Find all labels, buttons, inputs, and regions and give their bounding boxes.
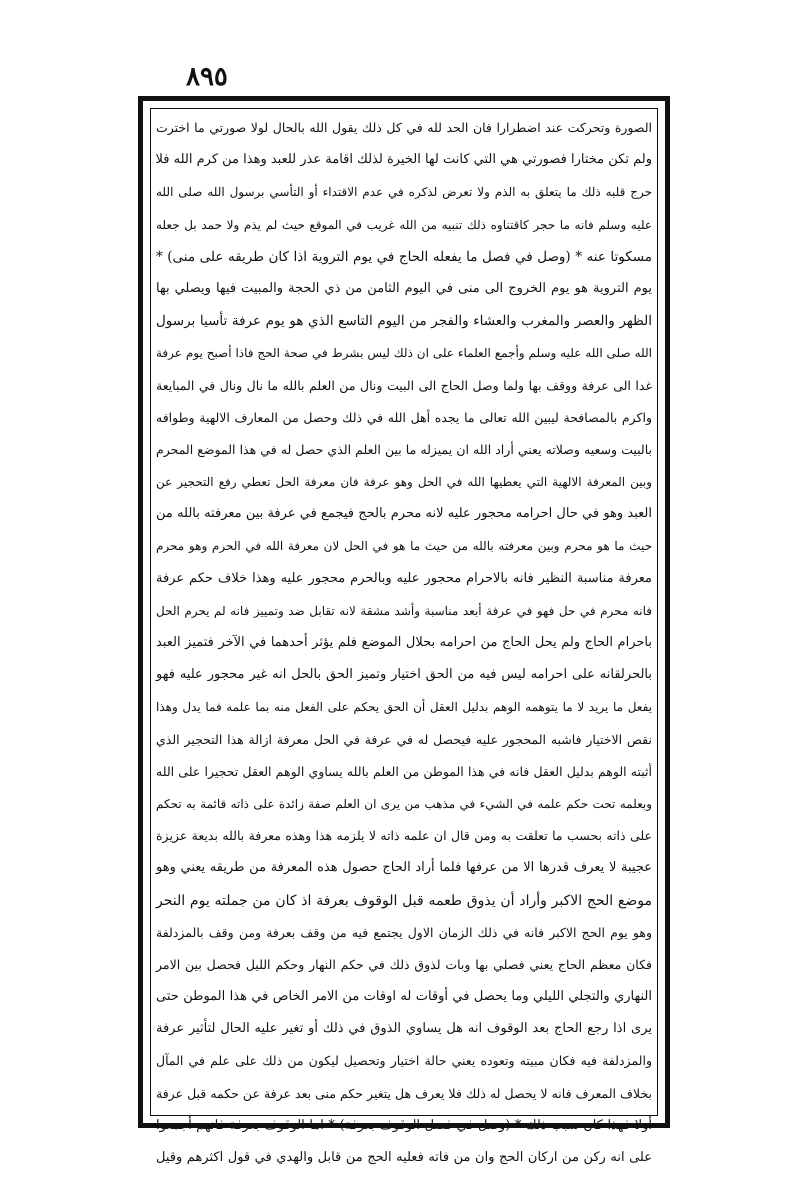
text-line: نقص الاختيار فاشبه المحجور عليه فيحصل له في عرفة في الحل معرفة ازالة هذا التحجير الذي (156, 731, 652, 747)
text-line: الله صلى الله عليه وسلم وأجمع العلماء على ان ذلك ليس بشرط في صحة الحج فاذا أصبح يوم عرفة (156, 346, 652, 361)
text-line: يفعل ما يريد لا ما يتوهمه الوهم بدليل العقل أن الحق يحكم على الفعل منه بما علمه فما يدل وهذا (156, 700, 652, 715)
text-line: بالحرلقانه على احرامه ليس فيه من الحق اختيار وتميز الحق بالحل انه غير محجور عليه فهو (156, 667, 652, 683)
text-line: فانه محرم في حل فهو في عرفة أبعد مناسبة وأشد مشقة لانه تقابل ضد وتمييز فانه لم يحرم الحل (156, 603, 652, 618)
text-line: وبين المعرفة الالهية التي يعطيها الله في الحل وهو عرفة فان معرفة الحل تعطي رفع التحجير عن (156, 475, 652, 490)
text-line: حيث ما هو محرم وبين معرفته بالله من حيث ما هو في الحل لان معرفة الله في الحرم وهو محرم (156, 539, 652, 554)
text-line: واكرم بالمصافحة ليبين الله تعالى ما يجده أهل الله في ذلك وحصل من المعارف الالهية وطوافه (156, 409, 652, 425)
text-line: وبعلمه تحت حكم علمه في الشيء في مذهب من يرى ان العلم صفة زائدة على ذاته قائمة به تحكم (156, 796, 652, 811)
text-line: معرفة مناسبة النظير فانه بالاحرام محجور عليه وبالحرم محجور عليه وهذا خلاف حكم عرفة (156, 570, 652, 586)
text-line: على انه ركن من اركان الحج وان من فاته فعليه الحج من قابل والهدي في قول اكثرهم وقيل (156, 1150, 652, 1165)
text-line: على ذاته بحسب ما تعلقت به ومن قال ان علمه ذاته لا يلزمه هذا وهذه معرفة بالله بديعة عزيزة (156, 828, 652, 844)
section-heading-line: مسكوتا عنه * (وصل في فصل ما يفعله الحاج في يوم التروية اذا كان طريقه على منى) * (156, 248, 652, 265)
text-line: عجيبة لا يعرف قدرها الا من عرفها فلما أراد الحاج حصول هذه المعرفة من طريقه يعني وهو (156, 860, 652, 876)
text-line: عليه وسلم فانه ما حجر كاقتناوه ذلك تنبيه من الله غريب في الموقع حيث لم يذم ولا حمد بل جعله (156, 217, 652, 232)
text-line: والمزدلفة فيه فكان مبيته وتعوده يعني حالة اختيار وتحصيل ليكون من ذلك على علم في المآل (156, 1053, 652, 1069)
text-line: أثبته الوهم بدليل العقل فانه في هذا الموطن من العلم بالله يساوي الوهم العقل تحجيرا على الله (156, 763, 652, 779)
text-line: باحرام الحاج ولم يحل الحاج من احرامه بحلال الموضع فلم يؤثر أحدهما في الآخر فتميز العبد (156, 635, 652, 650)
text-line: يوم التروية هو يوم الخروج الى منى في اليوم الثامن من ذي الحجة والمبيت فيها ويصلي بها (156, 280, 652, 296)
text-line: حرج قلبه ذلك ما يتعلق به الذم ولا تعرض لذكره في عدم الاقتداء أو التأسي برسول الله صلى الله (156, 185, 652, 200)
section-heading-line: أولا فهذا كان سبب ذلك * (وصل في فصل الوقوف بعرفة) * اما الوقوف بعرفة فانهم أجمعوا (156, 1117, 652, 1133)
body-text (155, 112, 652, 1165)
text-line: غدا الى عرفة ووقف بها ولما وصل الحاج الى البيت ونال من العلم بالله ما نال ونال في المبايعة (156, 377, 652, 393)
text-line: النهاري والتجلي الليلي وما يحصل في أوقات له اوقات من الامر الخاص في هذا الموطن حتى (156, 989, 652, 1005)
text-line: موضع الحج الاكبر وأراد أن يذوق طعمه قبل الوقوف بعرفة اذ كان من جملته يوم النحر (156, 892, 652, 909)
text-line: بخلاف المعرف فانه لا يحصل له ذلك فلا يعرف هل يتغير حكم منى بعد عرفة عن حكمه قبل عرفة (156, 1085, 652, 1101)
text-line: وهو يوم الحج الاكبر فانه في ذلك الزمان الاول يجتمع فيه من وقف بعرفة ومن وقف بالمزدلفة (156, 924, 652, 940)
text-line: يرى اذا رجع الحاج بعد الوقوف انه هل يساوي الذوق في ذلك أو تغير عليه الحال لتأثير عرفة (156, 1021, 652, 1037)
text-line: ولم تكن مختارا فصورتي هي التي كانت لها الخيرة لذلك اقامة عذر للعبد وهذا من كرم الله فلا (155, 152, 652, 168)
text-line: الظهر والعصر والمغرب والعشاء والفجر من اليوم التاسع الذي هو يوم عرفة تأسيا برسول (156, 313, 652, 330)
text-line: بالبيت وسعيه وصلاته يعني أراد الله ان يميزله ما بين العلم الذي حصل له في هذا الموضع المحرم (156, 441, 652, 457)
text-line: فكان معظم الحاج يعني فصلي بها وبات لذوق ذلك في حكم النهار وحكم الليل فحصل بين الامر (156, 956, 652, 972)
text-line: العبد وهو في حال احرامه محجور عليه لانه محرم بالحج فيجمع في عرفة بين معرفته بالله من (156, 506, 652, 522)
page-number: ٨٩٥ (186, 62, 228, 92)
text-line: الصورة وتحركت عند اضطرارا فان الحد لله في كل ذلك يقول الله بالحال لولا صورتي ما اخترت (156, 120, 652, 135)
